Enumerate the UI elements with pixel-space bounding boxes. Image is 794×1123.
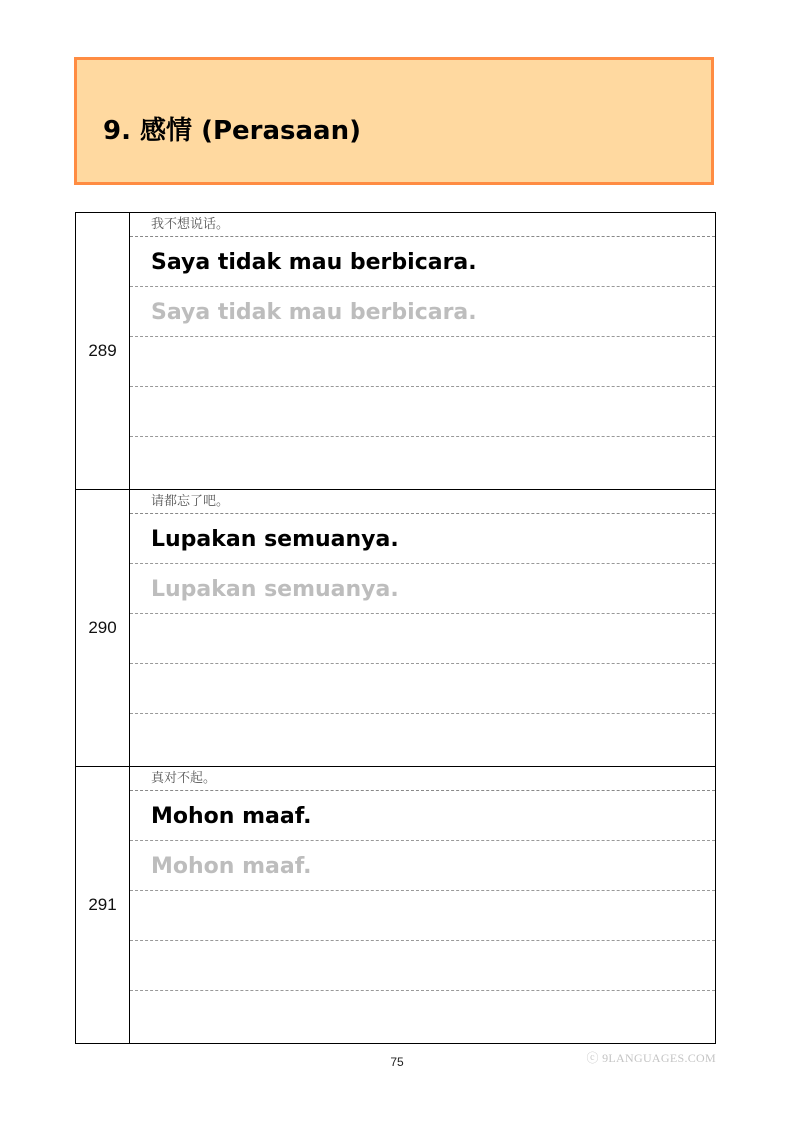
writing-lines xyxy=(130,213,716,489)
blank-writing-line[interactable] xyxy=(130,614,715,664)
prompt-sentence: 真对不起。 xyxy=(130,767,715,791)
model-sentence: Saya tidak mau berbicara. xyxy=(130,237,715,287)
prompt-sentence: 我不想说话。 xyxy=(130,213,715,237)
entry-number: 291 xyxy=(75,767,130,1043)
blank-writing-line[interactable] xyxy=(130,387,715,437)
practice-entry xyxy=(75,213,716,490)
writing-lines xyxy=(130,767,716,1043)
writing-lines xyxy=(130,490,716,766)
prompt-sentence: 请都忘了吧。 xyxy=(130,490,715,514)
blank-writing-line[interactable] xyxy=(130,891,715,941)
section-title: 9. 感情 (Perasaan) xyxy=(103,116,361,146)
blank-writing-line[interactable] xyxy=(130,941,715,991)
practice-worksheet xyxy=(75,212,716,1044)
entry-number: 290 xyxy=(75,490,130,766)
trace-sentence: Lupakan semuanya. xyxy=(130,564,715,614)
trace-sentence: Mohon maaf. xyxy=(130,841,715,891)
blank-writing-line[interactable] xyxy=(130,664,715,714)
blank-writing-line[interactable] xyxy=(130,991,715,1043)
model-sentence: Lupakan semuanya. xyxy=(130,514,715,564)
model-sentence: Mohon maaf. xyxy=(130,791,715,841)
practice-entry xyxy=(75,767,716,1043)
copyright-notice: ⓒ 9LANGUAGES.COM xyxy=(586,1051,716,1065)
page-number: 75 xyxy=(390,1055,404,1069)
trace-sentence: Saya tidak mau berbicara. xyxy=(130,287,715,337)
entry-number: 289 xyxy=(75,213,130,489)
blank-writing-line[interactable] xyxy=(130,714,715,766)
section-header xyxy=(74,57,714,185)
practice-entry xyxy=(75,490,716,767)
blank-writing-line[interactable] xyxy=(130,337,715,387)
blank-writing-line[interactable] xyxy=(130,437,715,489)
